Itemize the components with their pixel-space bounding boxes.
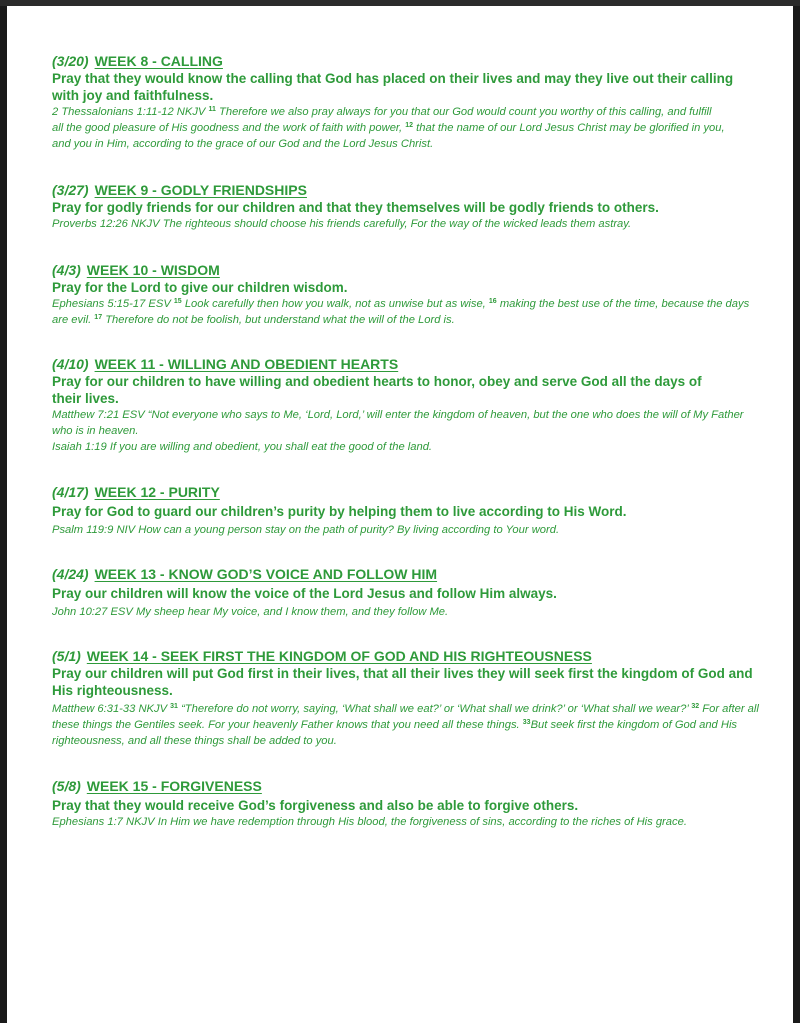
verse-reference: Isaiah 1:19	[52, 441, 107, 453]
week-date: (3/20)	[52, 53, 89, 69]
week-heading	[52, 262, 763, 278]
week-title: WEEK 11 - WILLING AND OBEDIENT HEARTS	[94, 356, 399, 372]
verse-text: Therefore do not be foolish, but understand what the will of the Lord is.	[105, 314, 455, 326]
verse-number: 11	[208, 106, 216, 113]
verse-text: The righteous should choose his friends carefully, For the way of the wicked leads them astray.	[162, 218, 632, 230]
week-date: (5/1)	[52, 648, 81, 664]
prayer-text: Pray for godly friends for our children and that they themselves will be godly friends to others.	[52, 200, 659, 215]
scripture-verse	[52, 296, 763, 328]
week-date: (4/10)	[52, 356, 89, 372]
week-12-section	[52, 484, 763, 538]
scripture-verse	[52, 104, 763, 152]
prayer-text: Pray that they would know the calling that God has placed on their lives and may they live out their calling with joy and faithfulness.	[52, 71, 734, 103]
week-date: (4/3)	[52, 262, 81, 278]
week-date: (4/24)	[52, 566, 89, 582]
week-heading	[52, 648, 763, 664]
verse-number: 31	[170, 703, 178, 710]
scripture-verse	[52, 520, 763, 538]
prayer-text: Pray that they would receive God’s forgiveness and also be able to forgive others.	[52, 798, 579, 813]
verse-number: 12	[405, 122, 414, 129]
verse-reference: John 10:27 ESV	[52, 606, 133, 618]
scripture-verse	[52, 814, 763, 830]
verse-text: Therefore we also pray always for you that our God would count you worthy of this calling, and fulfill all the good pleasure of His goodness and the work of faith with power,	[52, 106, 712, 134]
verse-number: 15	[173, 298, 182, 305]
week-date: (4/17)	[52, 484, 89, 500]
week-10-section	[52, 262, 763, 328]
week-title: WEEK 14 - SEEK FIRST THE KINGDOM OF GOD AND HIS RIGHTEOUSNESS	[86, 648, 592, 664]
verse-text: In Him we have redemption through His blood, the forgiveness of sins, according to the riches of His grace.	[157, 816, 687, 828]
week-14-section	[52, 648, 763, 749]
verse-text: making the best use of the time, because the days are evil.	[52, 298, 750, 326]
prayer-text: Pray our children will know the voice of the Lord Jesus and follow Him always.	[52, 586, 557, 601]
week-15-section	[52, 778, 763, 830]
week-title: WEEK 13 - KNOW GOD’S VOICE AND FOLLOW HIM	[94, 566, 438, 582]
week-13-section	[52, 566, 763, 620]
week-heading	[52, 53, 763, 69]
verse-text: that the name of our Lord Jesus Christ may be glorified in you, and you in Him, according to the grace of our God and the Lord Jesus Christ.	[52, 122, 725, 150]
week-heading	[52, 566, 763, 582]
verse-number: 16	[488, 298, 497, 305]
verse-reference: Proverbs 12:26 NKJV	[52, 218, 160, 230]
week-title: WEEK 10 - WISDOM	[86, 262, 220, 278]
week-heading	[52, 778, 763, 794]
verse-number: 17	[94, 314, 103, 321]
scripture-verse	[52, 216, 763, 232]
week-11-section	[52, 356, 763, 455]
week-9-section	[52, 182, 763, 232]
week-heading	[52, 356, 763, 372]
verse-text: If you are willing and obedient, you shall eat the good of the land.	[109, 441, 433, 453]
verse-text: For after all these things the Gentiles seek. For your heavenly Father knows that you need all these things.	[52, 703, 759, 731]
document-page	[7, 6, 793, 1023]
week-title: WEEK 15 - FORGIVENESS	[86, 778, 262, 794]
verse-reference: Matthew 7:21 ESV	[52, 409, 145, 421]
week-heading	[52, 484, 763, 500]
prayer-text: Pray for the Lord to give our children wisdom.	[52, 280, 348, 295]
verse-text: “Not everyone who says to Me, ‘Lord, Lord,’ will enter the kingdom of heaven, but the one who does the will of My Father who is in heaven.	[52, 409, 744, 437]
verse-number: 32	[691, 703, 700, 710]
scripture-verse	[52, 699, 763, 749]
scripture-verse	[52, 439, 763, 455]
verse-reference: Matthew 6:31-33 NKJV	[52, 703, 168, 715]
verse-text: How can a young person stay on the path of purity? By living according to Your word.	[138, 524, 560, 536]
prayer-text: Pray for our children to have willing and obedient hearts to honor, obey and serve God all the days of their lives.	[52, 374, 702, 406]
verse-reference: Ephesians 1:7 NKJV	[52, 816, 155, 828]
week-title: WEEK 9 - GODLY FRIENDSHIPS	[94, 182, 307, 198]
verse-reference: Ephesians 5:15-17 ESV	[52, 298, 171, 310]
prayer-text: Pray for God to guard our children’s purity by helping them to live according to His Word.	[52, 504, 627, 519]
prayer-text: Pray our children will put God first in their lives, that all their lives they will seek first the kingdom of God and His righteousness.	[52, 666, 753, 698]
week-date: (5/8)	[52, 778, 81, 794]
scripture-verse	[52, 407, 763, 439]
week-heading	[52, 182, 763, 198]
verse-text: But seek first the kingdom of God and His righteousness, and all these things shall be added to you.	[52, 719, 738, 747]
verse-text: “Therefore do not worry, saying, ‘What shall we eat?’ or ‘What shall we drink?’ or ‘What shall we wear?’	[181, 703, 689, 715]
week-title: WEEK 12 - PURITY	[94, 484, 220, 500]
verse-reference: 2 Thessalonians 1:11-12 NKJV	[52, 106, 206, 118]
verse-text: My sheep hear My voice, and I know them, and they follow Me.	[135, 606, 449, 618]
verse-number: 33	[522, 719, 531, 726]
verse-reference: Psalm 119:9 NIV	[52, 524, 136, 536]
week-title: WEEK 8 - CALLING	[94, 53, 223, 69]
scripture-verse	[52, 602, 763, 620]
week-8-section	[52, 53, 763, 152]
verse-text: Look carefully then how you walk, not as unwise but as wise,	[184, 298, 486, 310]
week-date: (3/27)	[52, 182, 89, 198]
